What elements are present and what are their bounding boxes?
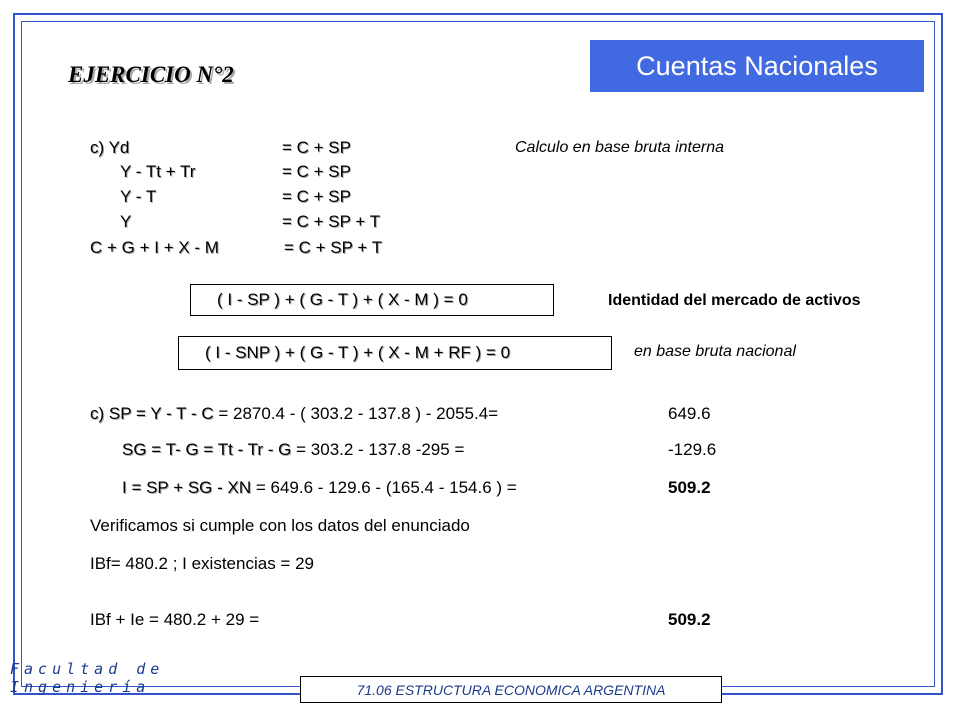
- slide-title: Cuentas Nacionales: [590, 40, 924, 92]
- note-asset-market: Identidad del mercado de activos: [608, 292, 861, 309]
- identity-row-5-right: = C + SP + T: [284, 238, 383, 257]
- calc-sp-label: c) SP = Y - T - C: [90, 404, 214, 423]
- faculty-logo: [10, 660, 164, 696]
- calc-i-line: [122, 478, 517, 498]
- sum-value: 509.2: [668, 610, 711, 629]
- identity-row-5-left: C + G + I + X - M: [90, 238, 219, 257]
- identity-row-1-right: = C + SP: [282, 138, 351, 157]
- calc-i-expr: = 649.6 - 129.6 - (165.4 - 154.6 ) =: [251, 478, 517, 497]
- note-gross-internal: Calculo en base bruta interna: [515, 139, 725, 156]
- calc-sp-expr: = 2870.4 - ( 303.2 - 137.8 ) - 2055.4=: [213, 404, 499, 423]
- identity-row-2-right: = C + SP: [282, 162, 351, 181]
- calc-sp-line: [90, 404, 498, 424]
- given-data: IBf= 480.2 ; I existencias = 29: [90, 554, 314, 573]
- identity-row-1-left: c) Yd: [90, 138, 130, 157]
- calc-i-value: 509.2: [668, 478, 711, 497]
- logo-line-2: Ingeniería: [10, 678, 151, 696]
- calc-sg-expr: = 303.2 - 137.8 -295 =: [291, 440, 465, 459]
- course-footer: 71.06 ESTRUCTURA ECONOMICA ARGENTINA: [300, 676, 722, 703]
- identity-row-2-left: Y - Tt + Tr: [120, 162, 196, 181]
- note-gross-national: en base bruta nacional: [634, 343, 796, 360]
- identity-row-4-left: Y: [120, 212, 132, 231]
- identity-box-assets: ( I - SP ) + ( G - T ) + ( X - M ) = 0: [190, 284, 554, 316]
- sum-expression: IBf + Ie = 480.2 + 29 =: [90, 610, 260, 629]
- identity-box-national: ( I - SNP ) + ( G - T ) + ( X - M + RF ) = 0: [178, 336, 612, 370]
- identity-row-3-left: Y - T: [120, 187, 157, 206]
- logo-line-1: Facultad de: [10, 660, 165, 678]
- calc-sg-line: [122, 440, 464, 460]
- exercise-title: EJERCICIO N°2: [68, 62, 234, 87]
- calc-i-label: I = SP + SG - XN: [122, 478, 252, 497]
- calc-sg-value: -129.6: [668, 440, 717, 459]
- calc-sg-label: SG = T- G = Tt - Tr - G: [122, 440, 292, 459]
- identity-row-3-right: = C + SP: [282, 187, 351, 206]
- calc-sp-value: 649.6: [668, 404, 711, 423]
- verify-text: Verificamos si cumple con los datos del enunciado: [90, 516, 470, 535]
- identity-row-4-right: = C + SP + T: [282, 212, 381, 231]
